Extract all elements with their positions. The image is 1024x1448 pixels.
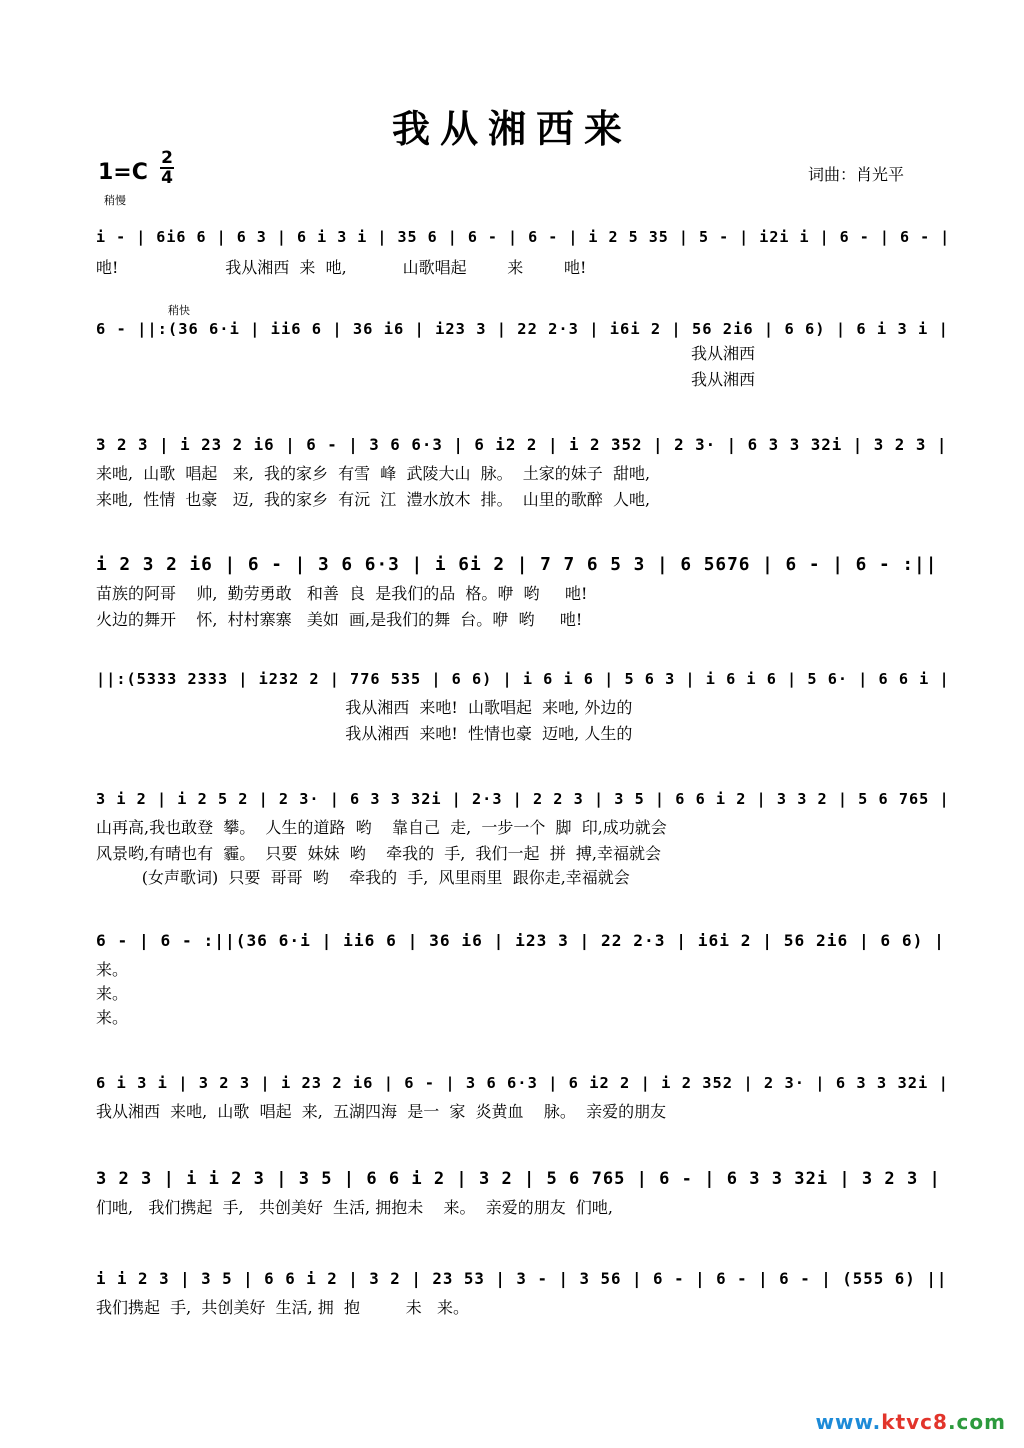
- lyric-line: 我从湘西: [96, 370, 756, 389]
- watermark-prefix: www.: [815, 1410, 882, 1434]
- lyric-line: (女声歌词) 只要 哥哥 哟 牵我的 手, 风里雨里 跟你走,幸福就会: [96, 868, 630, 887]
- lyric-line: 风景哟,有晴也有 霾。 只要 妹妹 哟 牵我的 手, 我们一起 拼 搏,幸福就会: [96, 844, 661, 863]
- site-watermark: [816, 1410, 1006, 1434]
- notation-line: i - | 6i6 6 | 6 3 | 6 i 3 i | 35 6 | 6 - | 6 - | i 2 5 35 | 5 - | i2i i | 6 - | 6 - |: [96, 228, 951, 246]
- lyric-line: 吔! 我从湘西 来 吔, 山歌唱起 来 吔!: [96, 258, 587, 277]
- meter-bottom: 4: [161, 168, 173, 188]
- song-title: 我从湘西来: [391, 106, 632, 151]
- notation-line: ||:(5333 2333 | i232 2 | 776 535 | 6 6) | i 6 i 6 | 5 6 3 | i 6 i 6 | 5 6· | 6 6 i |: [96, 670, 950, 688]
- notation-line: 3 2 3 | i i 2 3 | 3 5 | 6 6 i 2 | 3 2 | 5 6 765 | 6 - | 6 3 3 32i | 3 2 3 |: [96, 1169, 941, 1189]
- notation-line: 3 2 3 | i 23 2 i6 | 6 - | 3 6 6·3 | 6 i2 2 | i 2 352 | 2 3· | 6 3 3 32i | 3 2 3 |: [96, 435, 948, 454]
- lyric-line: 山再高,我也敢登 攀。 人生的道路 哟 靠自己 走, 一步一个 脚 印,成功就会: [96, 818, 667, 837]
- tempo-mark-fast: 稍快: [168, 304, 190, 317]
- tempo-mark-slow: 稍慢: [104, 194, 126, 207]
- lyric-line: 来。: [96, 984, 129, 1003]
- lyric-line: 火边的舞开 怀, 村村寨寨 美如 画,是我们的舞 台。咿 哟 吔!: [96, 610, 583, 629]
- lyric-line: 们吔, 我们携起 手, 共创美好 生活, 拥抱未 来。 亲爱的朋友 们吔,: [96, 1198, 613, 1217]
- lyric-line: 我从湘西 来吔! 山歌唱起 来吔, 外边的: [96, 698, 633, 717]
- lyric-line: 我们携起 手, 共创美好 生活, 拥 抱 未 来。: [96, 1298, 469, 1317]
- lyric-line: 苗族的阿哥 帅, 勤劳勇敢 和善 良 是我们的品 格。咿 哟 吔!: [96, 584, 588, 603]
- watermark-domain: ktvc8: [881, 1410, 948, 1434]
- notation-line: 3 i 2 | i 2 5 2 | 2 3· | 6 3 3 32i | 2·3 | 2 2 3 | 3 5 | 6 6 i 2 | 3 3 2 | 5 6 765 |: [96, 790, 950, 808]
- watermark-suffix: .com: [947, 1410, 1006, 1434]
- lyric-line: 来吔, 山歌 唱起 来, 我的家乡 有雪 峰 武陵大山 脉。 土家的妹子 甜吔,: [96, 464, 651, 483]
- notation-line: i i 2 3 | 3 5 | 6 6 i 2 | 3 2 | 23 53 | 3 - | 3 56 | 6 - | 6 - | 6 - | (555 6) ||: [96, 1269, 948, 1288]
- notation-line: i 2 3 2 i6 | 6 - | 3 6 6·3 | i 6i 2 | 7 7 6 5 3 | 6 5676 | 6 - | 6 - :||: [96, 555, 938, 575]
- notation-line: 6 i 3 i | 3 2 3 | i 23 2 i6 | 6 - | 3 6 6·3 | 6 i2 2 | i 2 352 | 2 3· | 6 3 3 32i |: [96, 1074, 949, 1092]
- time-signature: [160, 150, 174, 186]
- meter-top: 2: [161, 148, 173, 168]
- lyricist-composer-credit: 词曲：肖光平: [808, 165, 905, 184]
- lyric-line: 我从湘西 来吔, 山歌 唱起 来, 五湖四海 是一 家 炎黄血 脉。 亲爱的朋友: [96, 1102, 667, 1121]
- lyric-line: 来。: [96, 960, 129, 979]
- lyric-line: 来吔, 性情 也豪 迈, 我的家乡 有沅 江 澧水放木 排。 山里的歌醉 人吔,: [96, 490, 651, 509]
- notation-line: 6 - | 6 - :||(36 6·i | ii6 6 | 36 i6 | i23 3 | 22 2·3 | i6i 2 | 56 2i6 | 6 6) |: [96, 931, 945, 950]
- lyric-line: 我从湘西 来吔! 性情也豪 迈吔, 人生的: [96, 724, 633, 743]
- notation-line: 6 - ||:(36 6·i | ii6 6 | 36 i6 | i23 3 | 22 2·3 | i6i 2 | 56 2i6 | 6 6) | 6 i 3 i |: [96, 320, 949, 338]
- lyric-line: 来。: [96, 1008, 129, 1027]
- key-signature: 1=C: [98, 160, 148, 185]
- lyric-line: 我从湘西: [96, 344, 756, 363]
